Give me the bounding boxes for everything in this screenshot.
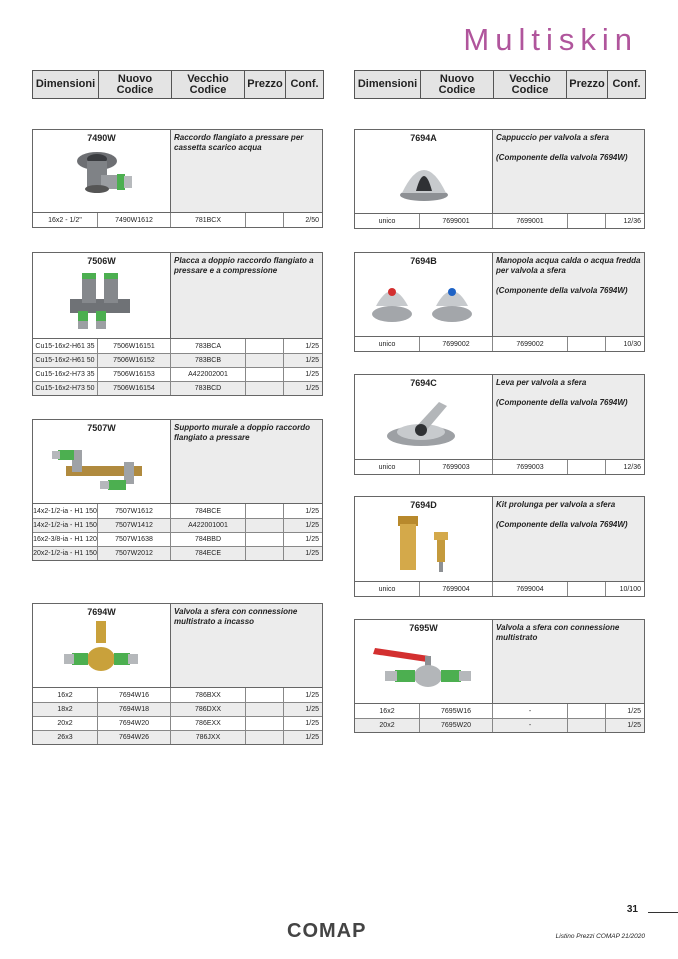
product-code: 7506W (87, 256, 116, 266)
cell-dimensioni: Cu15-16x2-H61 35 (33, 339, 98, 353)
cell-vecchio-codice: 786BXX (171, 688, 246, 702)
comap-logo: COMAP (287, 920, 367, 942)
header-vecchio-codice: Vecchio Codice (494, 71, 567, 98)
cell-prezzo (568, 582, 606, 596)
cell-nuovo-codice: 7694W26 (98, 731, 171, 744)
product-code: 7694W (87, 607, 116, 617)
product-7490w (32, 129, 323, 228)
cell-conf: 1/25 (305, 507, 319, 515)
cell-dimensioni: 16x2 (33, 688, 98, 702)
cell-conf: 12/36 (623, 217, 641, 225)
cell-conf: 10/100 (619, 585, 641, 593)
product-desc-note: (Componente della valvola 7694W) (496, 398, 628, 407)
cell-prezzo (246, 731, 284, 744)
product-desc: Valvola a sfera con connessione multistrato (496, 623, 620, 642)
cell-conf: 1/25 (305, 734, 319, 741)
product-desc: Manopola acqua calda o acqua fredda per valvola a sfera (496, 256, 641, 275)
cell-conf: 1/25 (305, 385, 319, 392)
cell-conf: 10/30 (623, 340, 641, 348)
cell-dimensioni: Cu15-16x2-H61 50 (33, 354, 98, 367)
cell-dimensioni: unico (355, 460, 420, 474)
product-desc-note: (Componente della valvola 7694W) (496, 286, 628, 295)
page-title: Multiskin (463, 22, 638, 57)
cell-dimensioni: 20x2 (355, 719, 420, 732)
cell-nuovo-codice: 7699002 (420, 337, 493, 351)
header-vecchio-codice: Vecchio Codice (172, 71, 245, 98)
product-code: 7490W (87, 133, 116, 143)
double-plate-image (33, 269, 170, 334)
cell-conf: 1/25 (305, 720, 319, 727)
cell-nuovo-codice: 7699004 (420, 582, 493, 596)
cell-dimensioni: 14x2-1/2-ia - H1 150 (33, 504, 98, 518)
cell-conf: 2/50 (305, 216, 319, 224)
cell-vecchio-codice: - (493, 704, 568, 718)
cell-conf: 1/25 (305, 550, 319, 557)
cell-nuovo-codice: 7699001 (420, 214, 493, 228)
cell-vecchio-codice: - (493, 719, 568, 732)
product-code: 7694B (410, 256, 437, 266)
product-desc: Supporto murale a doppio raccordo flangiato a pressare (174, 423, 311, 442)
cell-prezzo (246, 533, 284, 546)
cell-nuovo-codice: 7507W1612 (98, 504, 171, 518)
cell-vecchio-codice: 783BCA (171, 339, 246, 353)
cell-conf: 1/25 (627, 707, 641, 715)
cell-vecchio-codice: 786DXX (171, 703, 246, 716)
product-7694d (354, 496, 645, 597)
cell-prezzo (246, 547, 284, 560)
cell-nuovo-codice: 7506W16151 (98, 339, 171, 353)
cell-prezzo (568, 460, 606, 474)
cell-dimensioni: 20x2-1/2-ia - H1 150 (33, 547, 98, 560)
header-conf: Conf. (290, 78, 319, 90)
cell-vecchio-codice: 783BCB (171, 354, 246, 367)
cell-dimensioni: 26x3 (33, 731, 98, 744)
cell-nuovo-codice: 7699003 (420, 460, 493, 474)
product-7694w (32, 603, 323, 745)
product-7507w (32, 419, 323, 561)
cell-prezzo (246, 504, 284, 518)
cell-prezzo (246, 519, 284, 532)
product-7506w (32, 252, 323, 396)
product-desc: Leva per valvola a sfera (496, 378, 587, 387)
product-desc-note: (Componente della valvola 7694W) (496, 520, 628, 529)
cell-conf: 1/25 (305, 357, 319, 364)
cell-prezzo (246, 703, 284, 716)
product-7695w (354, 619, 645, 733)
cell-nuovo-codice: 7507W1638 (98, 533, 171, 546)
cell-prezzo (246, 717, 284, 730)
cell-dimensioni: 16x2 (355, 704, 420, 718)
wall-bracket-image (33, 436, 170, 499)
ball-valve-image (33, 620, 170, 683)
cell-nuovo-codice: 7506W16153 (98, 368, 171, 381)
cell-vecchio-codice: A422001001 (171, 519, 246, 532)
product-desc-note: (Componente della valvola 7694W) (496, 153, 628, 162)
cell-conf: 1/25 (305, 706, 319, 713)
cell-prezzo (246, 339, 284, 353)
cell-conf: 1/25 (305, 536, 319, 543)
header-prezzo: Prezzo (567, 71, 608, 98)
cell-nuovo-codice: 7694W16 (98, 688, 171, 702)
cell-vecchio-codice: 786JXX (171, 731, 246, 744)
cell-prezzo (246, 354, 284, 367)
cell-prezzo (246, 368, 284, 381)
cell-vecchio-codice: 7699003 (493, 460, 568, 474)
cell-prezzo (246, 382, 284, 395)
header-dimensioni: Dimensioni (33, 71, 99, 98)
cell-prezzo (246, 688, 284, 702)
cell-dimensioni: 16x2-3/8-ia - H1 120 (33, 533, 98, 546)
cell-nuovo-codice: 7507W2012 (98, 547, 171, 560)
cell-conf: 1/25 (627, 722, 641, 729)
cell-nuovo-codice: 7507W1412 (98, 519, 171, 532)
cell-vecchio-codice: 7699001 (493, 214, 568, 228)
table-header-right (354, 70, 646, 99)
cell-nuovo-codice: 7694W20 (98, 717, 171, 730)
cell-prezzo (568, 719, 606, 732)
page-number: 31 (626, 904, 638, 915)
page-number-rule (648, 912, 678, 913)
cell-prezzo (568, 704, 606, 718)
cell-vecchio-codice: 7699002 (493, 337, 568, 351)
cell-vecchio-codice: 7699004 (493, 582, 568, 596)
product-7694c (354, 374, 645, 475)
cell-vecchio-codice: 784ECE (171, 547, 246, 560)
product-code: 7507W (87, 423, 116, 433)
cell-dimensioni: unico (355, 582, 420, 596)
cell-dimensioni: unico (355, 337, 420, 351)
product-desc: Raccordo flangiato a pressare per cassetta scarico acqua (174, 133, 304, 152)
cell-dimensioni: 14x2-1/2-ia - H1 150 (33, 519, 98, 532)
product-7694a (354, 129, 645, 229)
cell-conf: 1/25 (305, 342, 319, 350)
footer-text: Listino Prezzi COMAP 21/2020 (555, 933, 645, 940)
product-code: 7695W (409, 623, 438, 633)
cell-prezzo (246, 213, 284, 227)
header-prezzo: Prezzo (245, 71, 286, 98)
cell-nuovo-codice: 7695W20 (420, 719, 493, 732)
header-conf: Conf. (612, 78, 641, 90)
product-7694b (354, 252, 645, 352)
cell-dimensioni: 20x2 (33, 717, 98, 730)
cell-nuovo-codice: 7490W1612 (98, 213, 171, 227)
cell-dimensioni: 16x2 - 1/2'' (33, 213, 98, 227)
flanged-fitting-image (33, 146, 170, 208)
cell-prezzo (568, 337, 606, 351)
cell-conf: 1/25 (305, 371, 319, 378)
cell-vecchio-codice: 784BCE (171, 504, 246, 518)
product-desc: Valvola a sfera con connessione multistrato a incasso (174, 607, 298, 626)
lever-image (355, 391, 492, 455)
cell-vecchio-codice: 781BCX (171, 213, 246, 227)
cell-vecchio-codice: 783BCD (171, 382, 246, 395)
cap-image (355, 146, 492, 209)
extension-kit-image (355, 513, 492, 577)
ball-valve-lever-image (355, 636, 492, 699)
product-desc: Placca a doppio raccordo flangiato a pressare e a compressione (174, 256, 314, 275)
cell-conf: 12/36 (623, 463, 641, 471)
header-dimensioni: Dimensioni (355, 71, 421, 98)
cell-vecchio-codice: 786EXX (171, 717, 246, 730)
cell-vecchio-codice: 784BBD (171, 533, 246, 546)
cell-nuovo-codice: 7506W16154 (98, 382, 171, 395)
cell-dimensioni: Cu15-16x2-H73 50 (33, 382, 98, 395)
cell-dimensioni: unico (355, 214, 420, 228)
header-nuovo-codice: Nuovo Codice (99, 71, 172, 98)
cell-conf: 1/25 (305, 522, 319, 529)
header-nuovo-codice: Nuovo Codice (421, 71, 494, 98)
cell-conf: 1/25 (305, 691, 319, 699)
cell-prezzo (568, 214, 606, 228)
cell-nuovo-codice: 7506W16152 (98, 354, 171, 367)
product-code: 7694C (410, 378, 437, 388)
cell-nuovo-codice: 7695W16 (420, 704, 493, 718)
product-code: 7694D (410, 500, 437, 510)
product-desc: Cappuccio per valvola a sfera (496, 133, 609, 142)
product-code: 7694A (410, 133, 437, 143)
table-header-left (32, 70, 324, 99)
product-desc: Kit prolunga per valvola a sfera (496, 500, 616, 509)
cell-dimensioni: Cu15-16x2-H73 35 (33, 368, 98, 381)
cell-nuovo-codice: 7694W18 (98, 703, 171, 716)
cell-dimensioni: 18x2 (33, 703, 98, 716)
cell-vecchio-codice: A422002001 (171, 368, 246, 381)
handles-image (355, 269, 492, 332)
